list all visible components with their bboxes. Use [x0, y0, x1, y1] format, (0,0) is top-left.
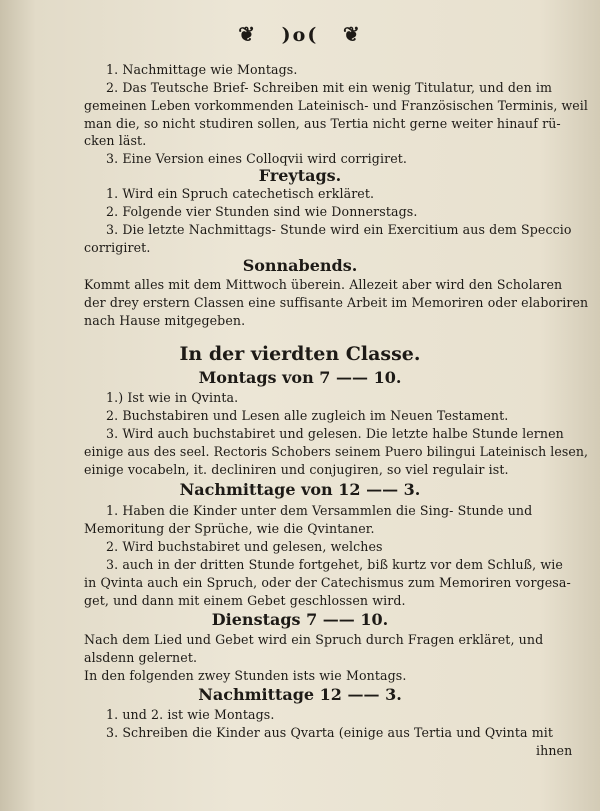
text-line: Memoritung der Sprüche, wie die Qvintaner.	[84, 521, 375, 536]
text-line: 3. Die letzte Nachmittags- Stunde wird ein Exercitium aus dem Speccio	[106, 222, 572, 237]
text-line: 1. Nachmittage wie Montags.	[106, 62, 298, 77]
text-line: Nach dem Lied und Gebet wird ein Spruch durch Fragen erkläret, und	[84, 632, 544, 647]
text-line: nach Hause mitgegeben.	[84, 313, 246, 328]
text-line: ihnen	[536, 743, 573, 758]
text-line: corrigiret.	[84, 240, 151, 255]
day-heading: Dienstags 7 —— 10.	[211, 610, 389, 629]
text-line: 2. Das Teutsche Brief- Schreiben mit ein wenig Titulatur, und den im	[106, 80, 553, 95]
text-line: get, und dann mit einem Gebet geschlossen wird.	[84, 593, 406, 608]
text-line: 3. Wird auch buchstabiret und gelesen. Die letzte halbe Stunde lernen	[106, 426, 564, 441]
text-line: 1. Wird ein Spruch catechetisch erkläret.	[106, 186, 375, 201]
text-line: cken läst.	[84, 133, 147, 148]
floral-ornament-icon: ❦	[238, 22, 258, 46]
text-line: in Qvinta auch ein Spruch, oder der Catechismus zum Memoriren vorgesa-	[84, 575, 571, 590]
time-heading: Nachmittage von 12 —— 3.	[179, 480, 421, 499]
header-mark: )o(	[281, 24, 319, 46]
text-line: In den folgenden zwey Stunden ists wie Montags.	[84, 668, 407, 683]
text-line: gemeinen Leben vorkommenden Lateinisch- und Französischen Terminis, weil	[84, 98, 588, 113]
text-line: einige aus des seel. Rectoris Schobers seinem Puero bilingui Lateinisch lesen,	[84, 444, 589, 459]
text-line: 1. und 2. ist wie Montags.	[106, 707, 275, 722]
text-line: 2. Buchstabiren und Lesen alle zugleich im Neuen Testament.	[106, 408, 509, 423]
text-line: Kommt alles mit dem Mittwoch überein. Allezeit aber wird den Scholaren	[84, 277, 563, 292]
text-line: 2. Wird buchstabiret und gelesen, welches	[106, 539, 383, 554]
text-line: der drey erstern Classen eine suffisante Arbeit im Memoriren oder elaboriren	[84, 295, 589, 310]
floral-ornament-icon: ❦	[342, 22, 362, 46]
section-heading: In der vierdten Classe.	[179, 343, 421, 365]
time-heading: Nachmittage 12 —— 3.	[198, 685, 402, 704]
text-line: 3. Eine Version eines Colloqvii wird corrigiret.	[106, 151, 408, 166]
text-line: alsdenn gelernet.	[84, 650, 198, 665]
text-line: 1.) Ist wie in Qvinta.	[106, 390, 239, 405]
text-line: 2. Folgende vier Stunden sind wie Donnerstags.	[106, 204, 418, 219]
text-line: 1. Haben die Kinder unter dem Versammlen die Sing- Stunde und	[106, 503, 533, 518]
text-line: einige vocabeln, it. decliniren und conjugiren, so viel regulair ist.	[84, 462, 509, 477]
text-line: 3. auch in der dritten Stunde fortgehet, biß kurtz vor dem Schluß, wie	[106, 557, 563, 572]
text-line: man die, so nicht studiren sollen, aus Tertia nicht gerne weiter hinauf rü-	[84, 116, 561, 131]
day-heading: Freytags.	[258, 166, 342, 185]
day-heading: Montags von 7 —— 10.	[198, 368, 402, 387]
day-heading: Sonnabends.	[242, 256, 358, 275]
text-line: 3. Schreiben die Kinder aus Qvarta (einige aus Tertia und Qvinta mit	[106, 725, 554, 740]
